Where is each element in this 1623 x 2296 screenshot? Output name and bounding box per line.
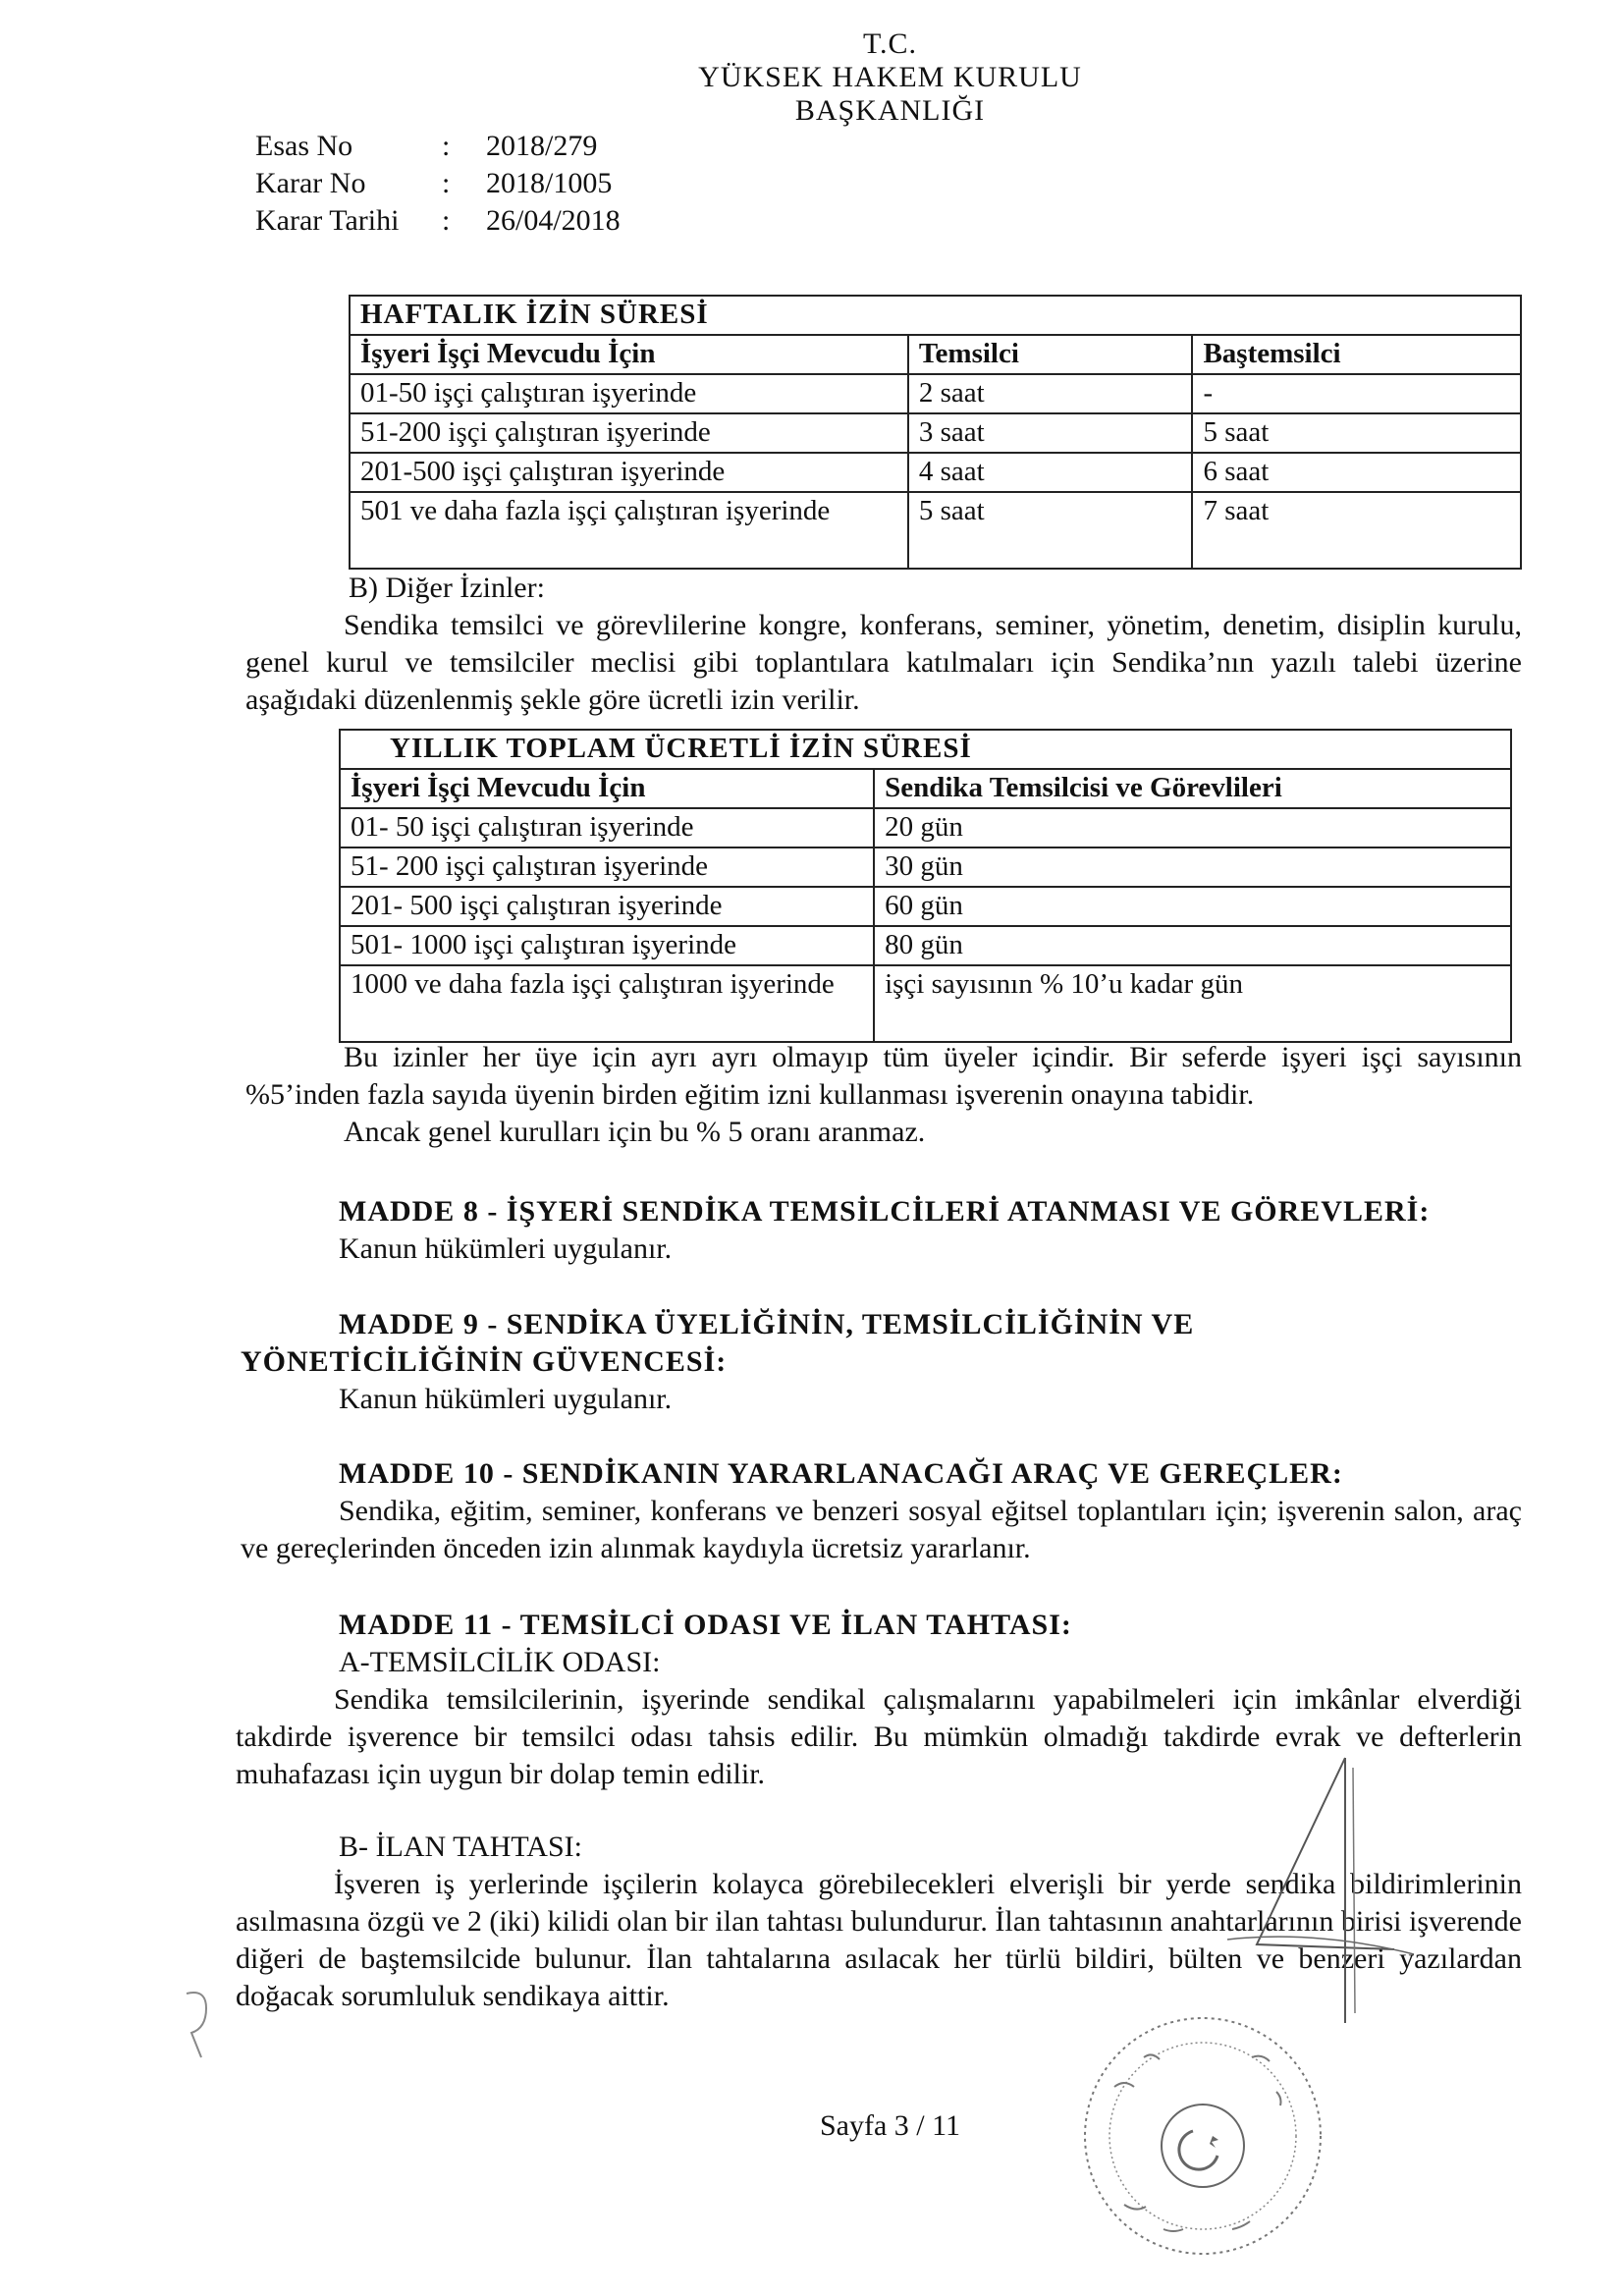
table-header-row: [350, 335, 1521, 374]
table-cell: 6 saat: [1192, 453, 1521, 492]
meta-row-karar: [255, 165, 621, 202]
table-cell: 501 ve daha fazla işçi çalıştıran işyerinde: [350, 492, 908, 569]
madde-11-text-b: İşveren iş yerlerinde işçilerin kolayca görebilecekleri elverişli bir yerde sendika bildirimlerinin asılmasına özgü ve 2 (iki) kilidi olan bir ilan tahtası bulundurur. İlan tahtasının anahtarlarının birisi işverende diğeri de baştemsilcide bulunur. İlan tahtalarına asılacak her türlü bildiri, bülten ve benzeri yazılardan doğacak sorumluluk sendikaya aittir.: [236, 1868, 1522, 2012]
table-header-cell: İşyeri İşçi Mevcudu İçin: [340, 769, 874, 808]
table-cell: 1000 ve daha fazla işçi çalıştıran işyerinde: [340, 965, 874, 1042]
meta-colon: :: [442, 204, 451, 237]
table-cell: 4 saat: [908, 453, 1193, 492]
table-cell: 01- 50 işçi çalıştıran işyerinde: [340, 808, 874, 847]
meta-row-tarih: [255, 202, 621, 240]
table-row: [350, 453, 1521, 492]
madde-10-text: Sendika, eğitim, seminer, konferans ve benzeri sosyal eğitsel toplantıları için; işverenin salon, araç ve gereçlerinden önceden izin alınmak kaydıyla ücretsiz yararlanır.: [241, 1495, 1522, 1564]
table-cell: 5 saat: [908, 492, 1193, 569]
meta-value: 2018/279: [486, 130, 598, 162]
meta-label: Esas No: [255, 130, 353, 162]
membership-paragraph: Bu izinler her üye için ayrı ayrı olmayıp tüm üyeler içindir. Bir seferde işyeri işçi sayısının %5’inden fazla sayıda üyenin birden eğitim izni kullanması işverenin onayına tabidir.: [245, 1041, 1522, 1111]
table-row: [340, 965, 1511, 1042]
meta-label: Karar Tarihi: [255, 204, 400, 237]
madde-9-text: Kanun hükümleri uygulanır.: [339, 1383, 673, 1415]
madde-11-text-a: Sendika temsilcilerinin, işyerinde sendikal çalışmalarını yapabilmeleri için imkânlar elverdiği takdirde işverence bir temsilci odası tahsis edilir. Bu mümkün olmadığı takdirde evrak ve defterlerin muhafazası için uygun bir dolap temin edilir.: [236, 1683, 1522, 1790]
table-cell: 201- 500 işçi çalıştıran işyerinde: [340, 887, 874, 926]
table-title: YILLIK TOPLAM ÜCRETLİ İZİN SÜRESİ: [340, 730, 1511, 769]
header-department: BAŞKANLIĞI: [794, 94, 986, 127]
table-cell: 80 gün: [874, 926, 1511, 965]
madde-8-heading: MADDE 8 - İŞYERİ SENDİKA TEMSİLCİLERİ ATANMASI VE GÖREVLERİ:: [339, 1195, 1431, 1228]
table-header-cell: Sendika Temsilcisi ve Görevlileri: [874, 769, 1511, 808]
madde-11-subheading-a: A-TEMSİLCİLİK ODASI:: [339, 1646, 661, 1678]
table-header-cell: İşyeri İşçi Mevcudu İçin: [350, 335, 908, 374]
madde-8-text: Kanun hükümleri uygulanır.: [339, 1232, 673, 1265]
table-header-cell: Baştemsilci: [1192, 335, 1521, 374]
table-cell: 51-200 işçi çalıştıran işyerinde: [350, 413, 908, 453]
case-metadata: [255, 128, 621, 240]
table-cell: -: [1192, 374, 1521, 413]
table-cell: 30 gün: [874, 847, 1511, 887]
table-cell: 2 saat: [908, 374, 1193, 413]
table-cell: 3 saat: [908, 413, 1193, 453]
table-cell: 51- 200 işçi çalıştıran işyerinde: [340, 847, 874, 887]
header-tc: T.C.: [862, 27, 918, 60]
madde-11-heading: MADDE 11 - TEMSİLCİ ODASI VE İLAN TAHTASI:: [339, 1609, 1072, 1641]
table-cell: 201-500 işçi çalıştıran işyerinde: [350, 453, 908, 492]
table-cell: 5 saat: [1192, 413, 1521, 453]
document-header: [0, 27, 1623, 128]
header-institution: YÜKSEK HAKEM KURULU: [698, 61, 1082, 93]
table-cell: işçi sayısının % 10’u kadar gün: [874, 965, 1511, 1042]
table-row: [350, 413, 1521, 453]
table-title: HAFTALIK İZİN SÜRESİ: [350, 296, 1521, 335]
table-cell: 01-50 işçi çalıştıran işyerinde: [350, 374, 908, 413]
page-number: Sayfa 3 / 11: [819, 2109, 961, 2142]
table-cell: 7 saat: [1192, 492, 1521, 569]
table-row: [340, 926, 1511, 965]
meta-value: 26/04/2018: [486, 204, 621, 237]
madde-10-heading: MADDE 10 - SENDİKANIN YARARLANACAĞI ARAÇ VE GEREÇLER:: [339, 1457, 1343, 1490]
table-row: [340, 887, 1511, 926]
table-row: [350, 492, 1521, 569]
table-header-cell: Temsilci: [908, 335, 1193, 374]
margin-handwritten-mark: [177, 1984, 226, 2062]
official-seal: [1055, 1998, 1350, 2273]
madde-9-heading: MADDE 9 - SENDİKA ÜYELİĞİNİN, TEMSİLCİLİĞİNİN VE YÖNETİCİLİĞİNİN GÜVENCESİ:: [241, 1308, 1195, 1378]
table-cell: 20 gün: [874, 808, 1511, 847]
meta-label: Karar No: [255, 167, 366, 199]
meta-value: 2018/1005: [486, 167, 613, 199]
table-row: [350, 374, 1521, 413]
section-b-text: Sendika temsilci ve görevlilerine kongre, konferans, seminer, yönetim, denetim, disiplin kurulu, genel kurul ve temsilciler meclisi gibi toplantılara katılmaları için Sendika’nın yazılı talebi üzerine aşağıdaki düzenlenmiş şekle göre ücretli izin verilir.: [245, 609, 1522, 716]
meta-colon: :: [442, 167, 451, 199]
table-row: [340, 808, 1511, 847]
table-header-row: [340, 769, 1511, 808]
meta-colon: :: [442, 130, 451, 162]
madde-11-subheading-b: B- İLAN TAHTASI:: [339, 1831, 582, 1863]
annual-leave-table: [339, 729, 1512, 1043]
meta-row-esas: [255, 128, 621, 165]
table-cell: 501- 1000 işçi çalıştıran işyerinde: [340, 926, 874, 965]
table-cell: 60 gün: [874, 887, 1511, 926]
general-assembly-note: Ancak genel kurulları için bu % 5 oranı aranmaz.: [344, 1116, 926, 1148]
section-b-heading: B) Diğer İzinler:: [349, 572, 545, 604]
weekly-leave-table: [349, 295, 1522, 570]
table-row: [340, 847, 1511, 887]
